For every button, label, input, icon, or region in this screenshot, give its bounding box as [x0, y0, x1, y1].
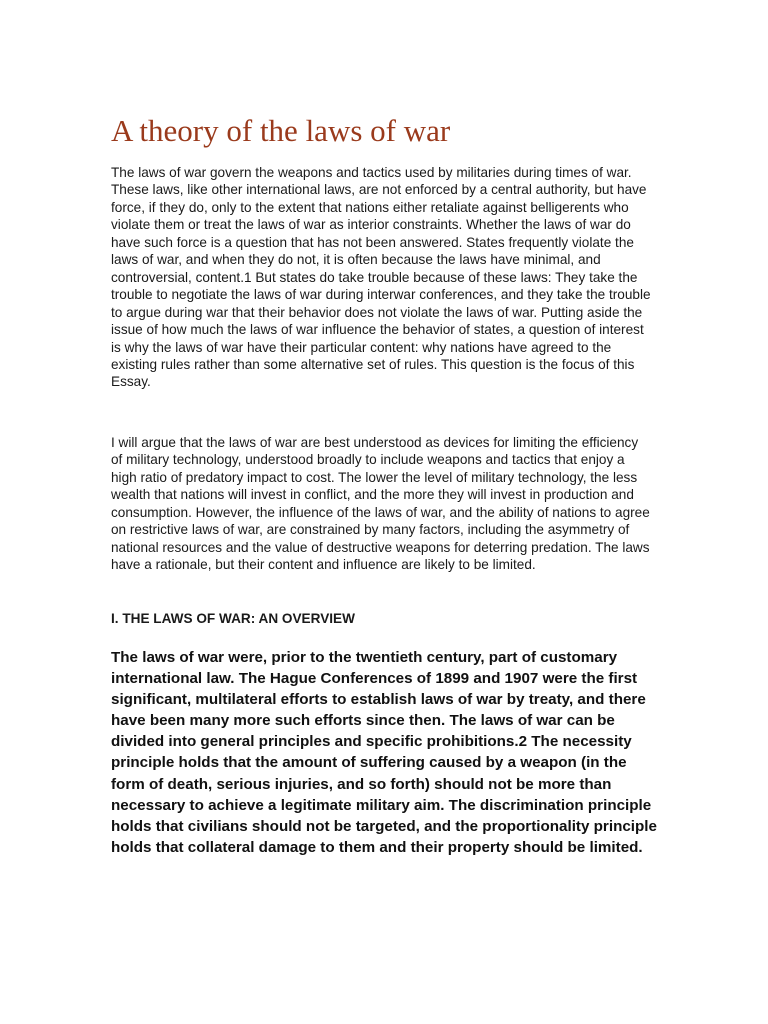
intro-paragraph-2: I will argue that the laws of war are best understood as devices for limiting the efficiency of military technology, understood broadly to include weapons and tactics that enjoy a high ratio of predatory impact to cost. The lower the level of military technology, the less wealth that nations will invest in conflict, and the more they will invest in production and consumption. However, the influence of the laws of war, and the ability of nations to agree on restrictive laws of war, are constrained by many factors, including the asymmetry of national resources and the value of destructive weapons for deterring predation. The laws have a rationale, but their content and influence are likely to be limited.: [111, 435, 650, 573]
section-heading: I. THE LAWS OF WAR: AN OVERVIEW: [111, 611, 355, 626]
intro-paragraph-1: The laws of war govern the weapons and tactics used by militaries during times of war. These laws, like other international laws, are not enforced by a central authority, but have force, if they do, only to the extent that nations either retaliate against belligerents who violate them or treat the laws of war as interior constraints. Whether the laws of war do have such force is a question that has not been answered. States frequently violate the laws of war, and when they do not, it is often because the laws have minimal, and controversial, content.1 But states do take trouble because of these laws: They take the trouble to negotiate the laws of war during interwar conferences, and they take the trouble to argue during war that their behavior does not violate the laws of war. Putting aside the issue of how much the laws of war influence the behavior of states, a question of interest is why the laws of war have their particular content: why nations have agreed to the existing rules rather than some alternative set of rules. This question is the focus of this Essay.: [111, 165, 651, 390]
document-title: A theory of the laws of war: [111, 113, 451, 148]
section-paragraph: The laws of war were, prior to the twentieth century, part of customary international law. The Hague Conferences of 1899 and 1907 were the first significant, multilateral efforts to establish laws of war by treaty, and there have been many more such efforts since then. The laws of war can be divided into general principles and specific prohibitions.2 The necessity principle holds that the amount of suffering caused by a weapon (in the form of death, serious injuries, and so forth) should not be more than necessary to achieve a legitimate military aim. The discrimination principle holds that civilians should not be targeted, and the proportionality principle holds that collateral damage to them and their property should be limited.: [111, 649, 657, 856]
